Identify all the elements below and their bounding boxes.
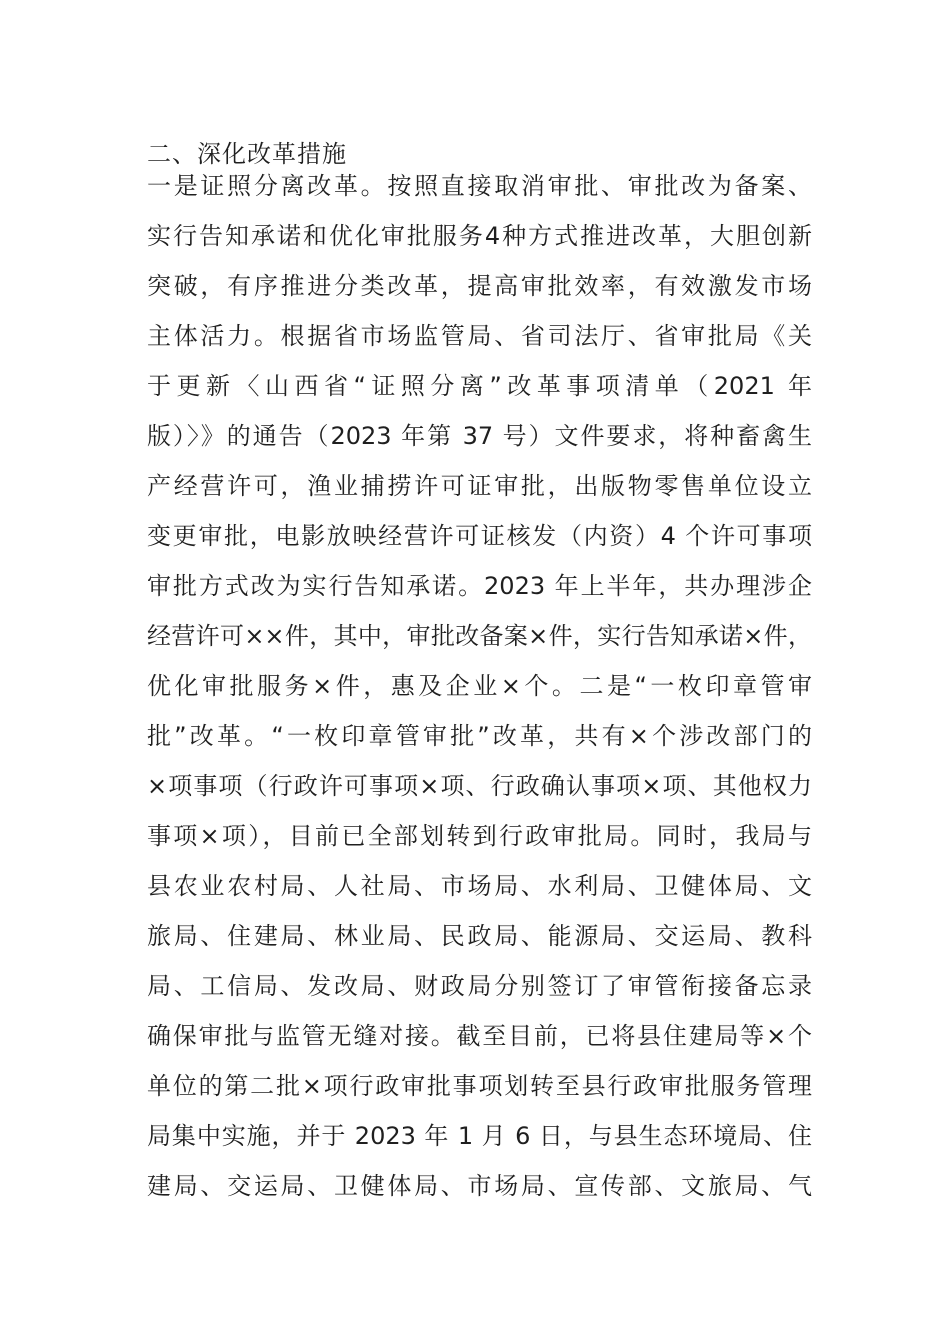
text-line: 事项×项），目前已全部划转到行政审批局。同时，我局与 bbox=[147, 822, 812, 850]
text-line: 产经营许可，渔业捕捞许可证审批，出版物零售单位设立 bbox=[147, 472, 812, 500]
text-line: 一是证照分离改革。按照直接取消审批、审批改为备案、 bbox=[147, 172, 812, 200]
text-line: 局、工信局、发改局、财政局分别签订了审管衔接备忘录 bbox=[147, 972, 812, 1000]
text-line: 单位的第二批×项行政审批事项划转至县行政审批服务管理 bbox=[147, 1072, 812, 1100]
text-line: 审批方式改为实行告知承诺。2023 年上半年，共办理涉企 bbox=[147, 572, 812, 600]
text-line: 批”改革。“一枚印章管审批”改革，共有×个涉改部门的 bbox=[147, 722, 812, 750]
text-line: 于更新〈山西省“证照分离”改革事项清单（2021 年 bbox=[147, 372, 812, 400]
text-line: 版）〉》的通告（2023 年第 37 号）文件要求，将种畜禽生 bbox=[147, 422, 812, 450]
section-heading: 二、深化改革措施 bbox=[147, 140, 347, 168]
text-line: 建局、交运局、卫健体局、市场局、宣传部、文旅局、气 bbox=[147, 1172, 812, 1200]
body-paragraph bbox=[147, 161, 812, 1211]
text-line: 变更审批，电影放映经营许可证核发（内资）4 个许可事项 bbox=[147, 522, 812, 550]
text-line: 确保审批与监管无缝对接。截至目前，已将县住建局等×个 bbox=[147, 1022, 812, 1050]
text-line: 旅局、住建局、林业局、民政局、能源局、交运局、教科 bbox=[147, 922, 812, 950]
text-line: 局集中实施，并于 2023 年 1 月 6 日，与县生态环境局、住 bbox=[147, 1122, 812, 1150]
text-line: ×项事项（行政许可事项×项、行政确认事项×项、其他权力 bbox=[147, 772, 812, 800]
text-line: 突破，有序推进分类改革，提高审批效率，有效激发市场 bbox=[147, 272, 812, 300]
text-line: 经营许可××件，其中，审批改备案×件，实行告知承诺×件， bbox=[147, 622, 812, 650]
text-line: 优化审批服务×件，惠及企业×个。二是“一枚印章管审 bbox=[147, 672, 812, 700]
text-line: 县农业农村局、人社局、市场局、水利局、卫健体局、文 bbox=[147, 872, 812, 900]
text-line: 实行告知承诺和优化审批服务4种方式推进改革，大胆创新 bbox=[147, 222, 812, 250]
text-line: 主体活力。根据省市场监管局、省司法厅、省审批局《关 bbox=[147, 322, 812, 350]
